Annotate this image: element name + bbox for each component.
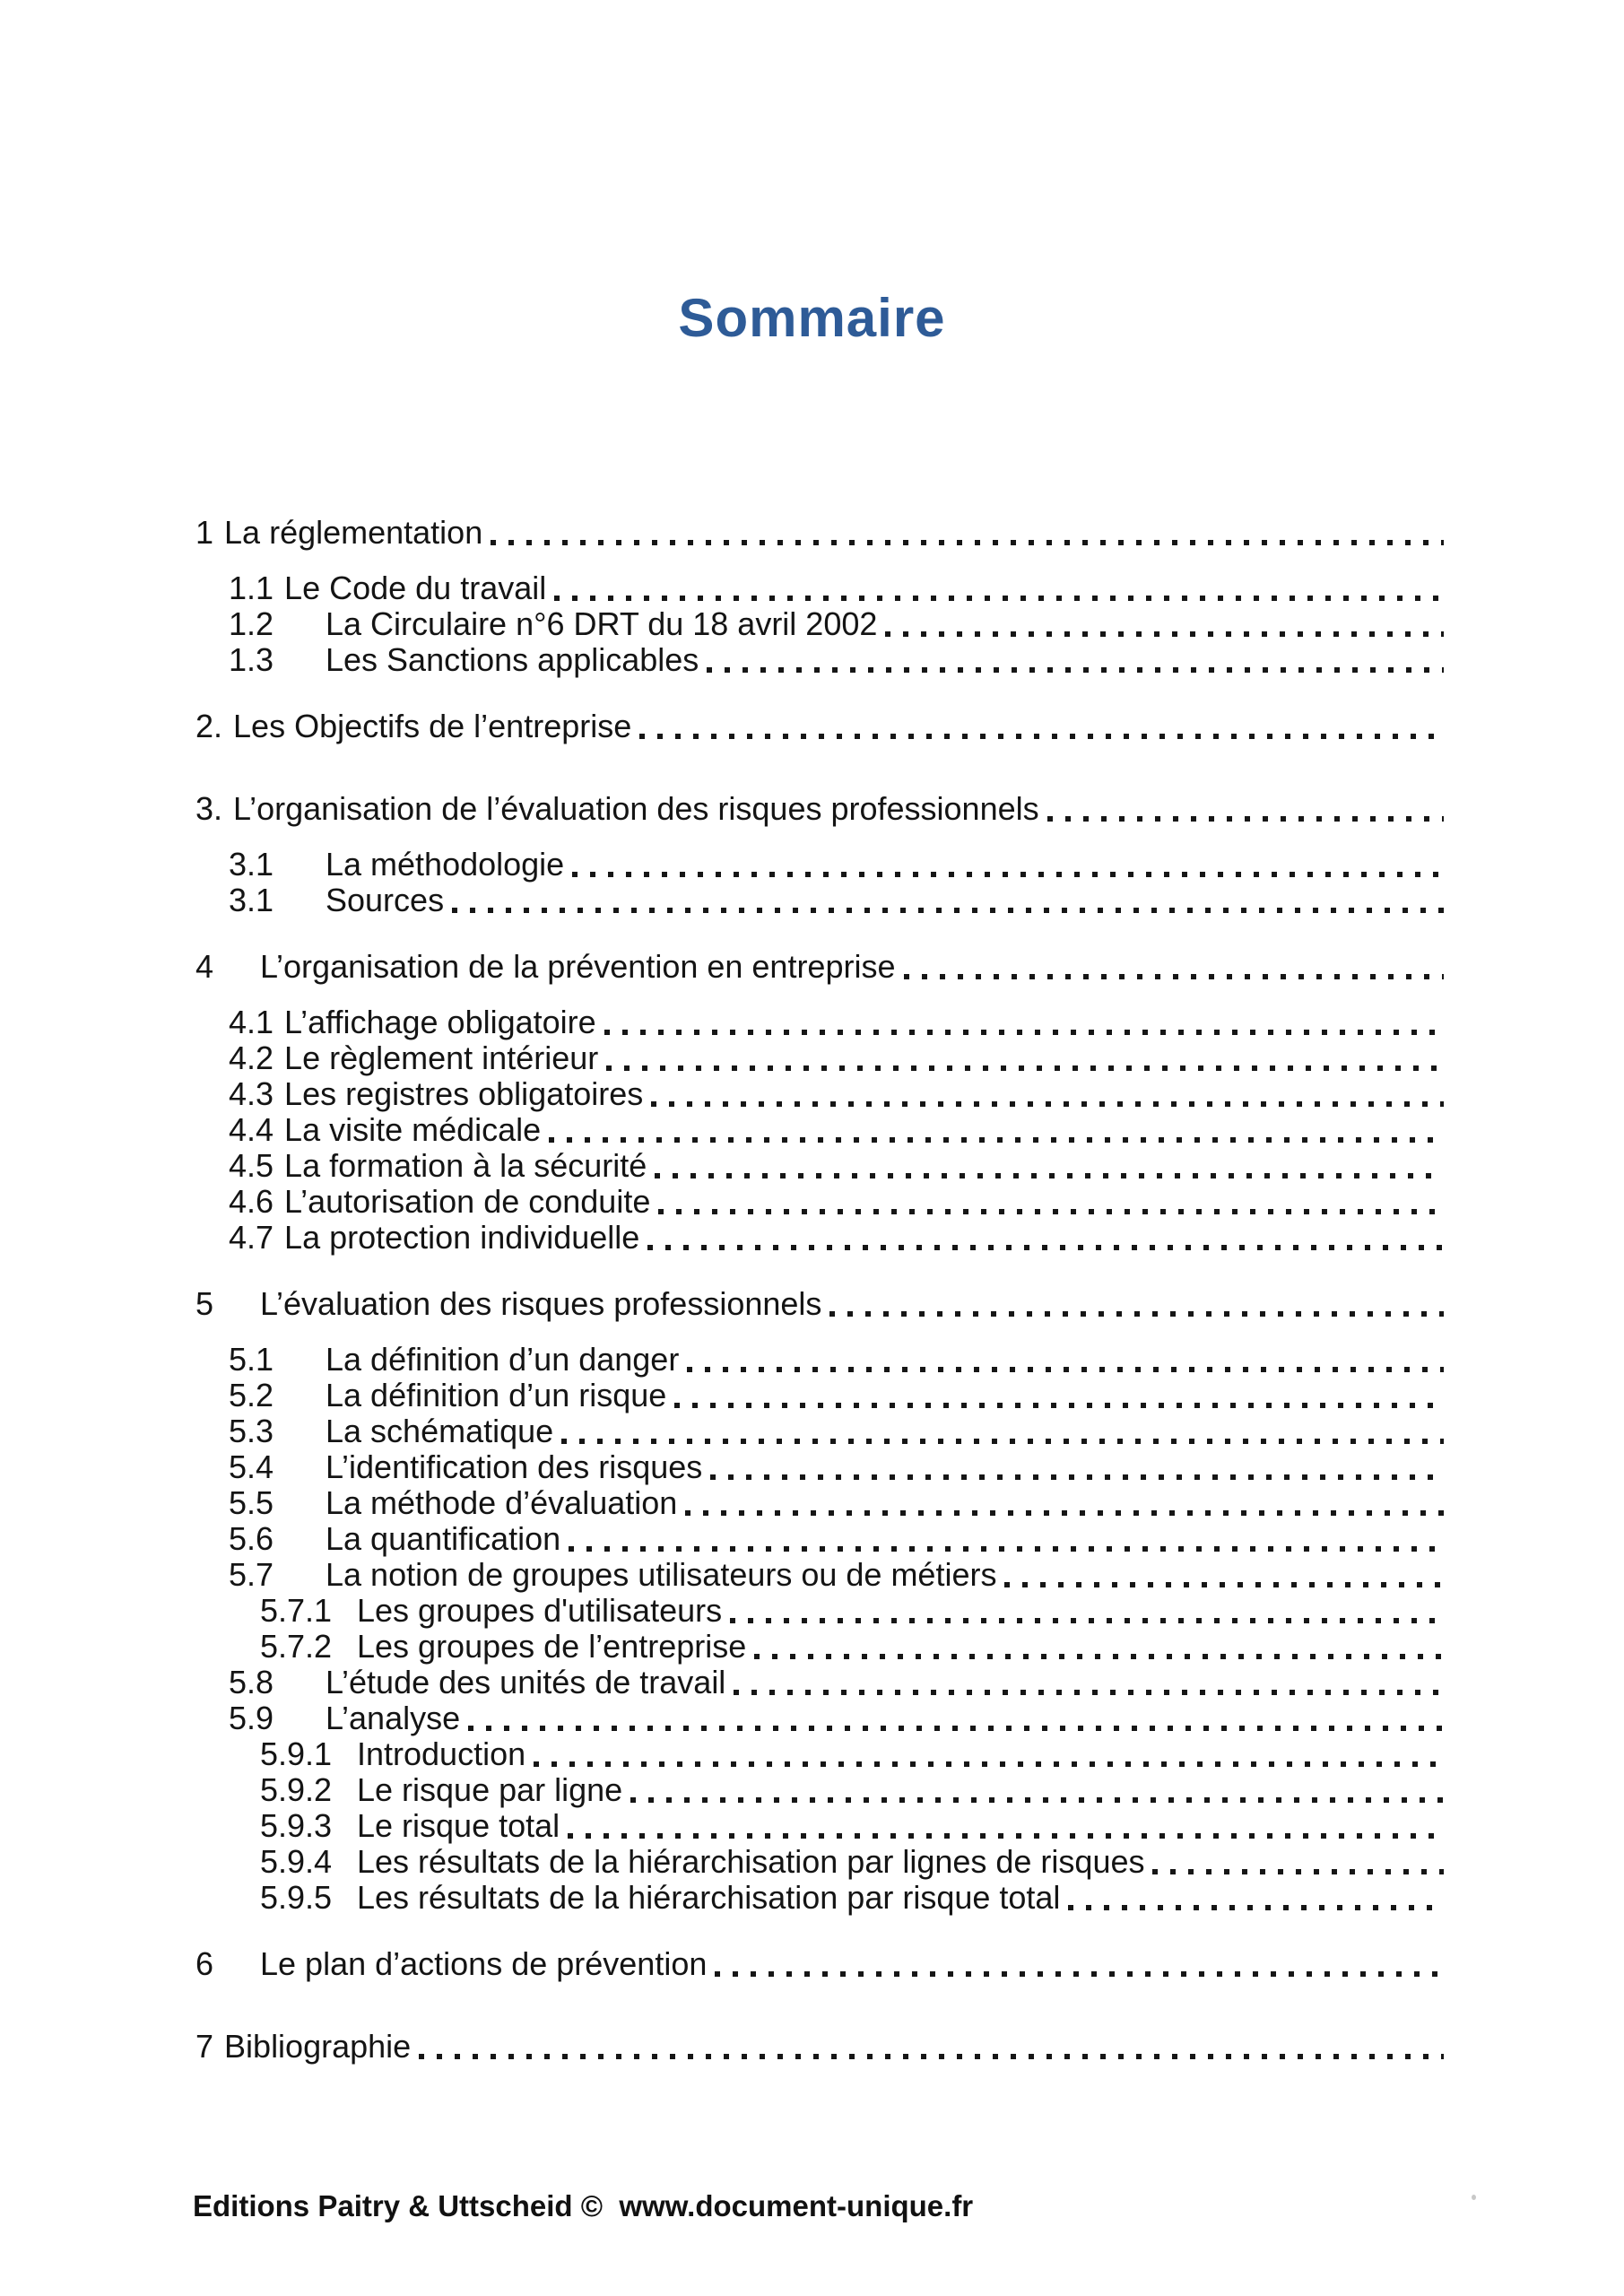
toc-entry-number: 5 bbox=[195, 1285, 214, 1322]
toc-dot-leader bbox=[655, 1173, 1444, 1178]
toc-dot-leader bbox=[468, 1726, 1444, 1731]
toc-entry-label: Le Code du travail bbox=[284, 570, 547, 606]
toc-entry-number: 1.2 bbox=[229, 605, 274, 642]
toc-entry bbox=[260, 1629, 1444, 1665]
toc-entry-label: Introduction bbox=[357, 1735, 526, 1772]
toc-dot-leader bbox=[630, 1797, 1444, 1803]
toc-dot-leader bbox=[710, 1474, 1444, 1480]
toc-entry-label: Bibliographie bbox=[224, 2028, 412, 2065]
toc-dot-leader bbox=[606, 1065, 1444, 1071]
toc-entry bbox=[195, 709, 1444, 744]
toc-entry bbox=[229, 606, 1444, 642]
toc-dot-leader bbox=[715, 1971, 1444, 1977]
toc-entry-number: 5.9 bbox=[229, 1700, 274, 1736]
toc-dot-leader bbox=[639, 734, 1444, 739]
toc-dot-leader bbox=[1047, 816, 1444, 822]
toc-entry-label: La notion de groupes utilisateurs ou de métiers bbox=[326, 1556, 997, 1593]
toc-entry-number: 5.7 bbox=[229, 1556, 274, 1593]
toc-entry-number: 5.6 bbox=[229, 1520, 274, 1557]
toc-dot-leader bbox=[549, 1137, 1444, 1143]
toc-entry-number: 4.4 bbox=[229, 1111, 274, 1148]
toc-entry bbox=[195, 791, 1444, 827]
toc-dot-leader bbox=[730, 1618, 1444, 1623]
toc-entry bbox=[229, 847, 1444, 883]
toc-dot-leader bbox=[651, 1101, 1444, 1107]
toc-dot-leader bbox=[904, 974, 1445, 979]
toc-entry-label: Les groupes de l’entreprise bbox=[357, 1628, 747, 1665]
toc-entry bbox=[229, 642, 1444, 678]
toc-list bbox=[195, 515, 1444, 2065]
toc-entry bbox=[260, 1808, 1444, 1844]
toc-dot-leader bbox=[885, 631, 1444, 637]
toc-entry-label: L’autorisation de conduite bbox=[284, 1183, 651, 1220]
toc-entry bbox=[260, 1736, 1444, 1772]
toc-dot-leader bbox=[674, 1403, 1444, 1408]
toc-entry bbox=[229, 1148, 1444, 1184]
toc-entry-label: La méthodologie bbox=[326, 846, 565, 883]
toc-entry-label: Les groupes d'utilisateurs bbox=[357, 1592, 723, 1629]
toc-entry bbox=[229, 1076, 1444, 1112]
toc-entry bbox=[229, 1521, 1444, 1557]
toc-entry-label: La schématique bbox=[326, 1413, 554, 1449]
toc-dot-leader bbox=[707, 667, 1444, 673]
toc-entry bbox=[229, 1220, 1444, 1256]
toc-entry-label: L’organisation de la prévention en entreprise bbox=[260, 948, 896, 985]
toc-entry bbox=[260, 1880, 1444, 1916]
toc-entry-label: L’analyse bbox=[326, 1700, 461, 1736]
toc-entry-label: L’identification des risques bbox=[326, 1448, 703, 1485]
scan-artifact-dot bbox=[1472, 2195, 1476, 2200]
toc-entry-number: 5.9.2 bbox=[260, 1771, 333, 1808]
toc-entry bbox=[229, 1004, 1444, 1040]
toc-dot-leader bbox=[568, 1833, 1444, 1839]
page-title: Sommaire bbox=[678, 288, 946, 348]
toc-entry bbox=[195, 2029, 1444, 2065]
toc-dot-leader bbox=[1152, 1869, 1444, 1874]
toc-entry-label: La définition d’un danger bbox=[326, 1341, 680, 1378]
toc-entry-number: 4 bbox=[195, 948, 214, 985]
toc-dot-leader bbox=[829, 1311, 1444, 1317]
toc-entry-label: Le plan d’actions de prévention bbox=[260, 1945, 708, 1982]
toc-entry bbox=[260, 1593, 1444, 1629]
toc-entry-label: L’organisation de l’évaluation des risques professionnels bbox=[233, 790, 1039, 827]
toc-entry-label: Les registres obligatoires bbox=[284, 1075, 644, 1112]
toc-entry-number: 4.2 bbox=[229, 1039, 274, 1076]
toc-entry bbox=[195, 949, 1444, 985]
toc-entry-number: 5.9.4 bbox=[260, 1843, 333, 1880]
toc-entry-number: 4.5 bbox=[229, 1147, 274, 1184]
toc-entry-number: 3.1 bbox=[229, 846, 274, 883]
toc-dot-leader bbox=[569, 1546, 1444, 1552]
toc-dot-leader bbox=[534, 1761, 1444, 1767]
toc-entry-number: 5.3 bbox=[229, 1413, 274, 1449]
toc-entry-number: 5.9.3 bbox=[260, 1807, 333, 1844]
toc-entry-label: La méthode d’évaluation bbox=[326, 1484, 678, 1521]
toc-entry-number: 4.3 bbox=[229, 1075, 274, 1112]
toc-entry bbox=[229, 1342, 1444, 1378]
toc-dot-leader bbox=[734, 1690, 1444, 1695]
toc-dot-leader bbox=[452, 908, 1444, 913]
toc-entry bbox=[195, 515, 1444, 551]
toc-entry-number: 3.1 bbox=[229, 882, 274, 918]
toc-entry bbox=[229, 1665, 1444, 1700]
toc-entry-number: 5.9.1 bbox=[260, 1735, 333, 1772]
toc-entry-number: 5.1 bbox=[229, 1341, 274, 1378]
toc-entry bbox=[195, 1946, 1444, 1982]
toc-entry bbox=[229, 570, 1444, 606]
toc-entry-label: L’étude des unités de travail bbox=[326, 1664, 726, 1700]
toc-entry bbox=[229, 1557, 1444, 1593]
toc-dot-leader bbox=[687, 1367, 1444, 1372]
toc-entry-label: La quantification bbox=[326, 1520, 561, 1557]
toc-entry-number: 7 bbox=[195, 2028, 214, 2065]
toc-entry-number: 4.7 bbox=[229, 1219, 274, 1256]
toc-dot-leader bbox=[1068, 1905, 1444, 1910]
toc-entry-label: La protection individuelle bbox=[284, 1219, 640, 1256]
toc-entry-number: 5.9.5 bbox=[260, 1879, 333, 1916]
toc-entry bbox=[229, 1485, 1444, 1521]
toc-entry bbox=[229, 1112, 1444, 1148]
toc-entry-number: 1.3 bbox=[229, 641, 274, 678]
page-footer: Editions Paitry & Uttscheid © www.document-unique.fr bbox=[193, 2189, 974, 2222]
toc-entry-number: 5.7.2 bbox=[260, 1628, 333, 1665]
toc-entry bbox=[195, 1286, 1444, 1322]
toc-entry-label: La réglementation bbox=[224, 514, 483, 551]
toc-dot-leader bbox=[491, 540, 1444, 545]
toc-dot-leader bbox=[572, 872, 1444, 877]
toc-entry-label: Les résultats de la hiérarchisation par lignes de risques bbox=[357, 1843, 1145, 1880]
toc-entry bbox=[229, 883, 1444, 918]
toc-entry bbox=[229, 1378, 1444, 1413]
toc-dot-leader bbox=[754, 1654, 1444, 1659]
toc-entry bbox=[229, 1184, 1444, 1220]
toc-entry-label: Le règlement intérieur bbox=[284, 1039, 599, 1076]
toc-dot-leader bbox=[554, 596, 1444, 601]
toc-entry bbox=[229, 1413, 1444, 1449]
toc-entry-number: 5.4 bbox=[229, 1448, 274, 1485]
toc-entry-label: Le risque total bbox=[357, 1807, 560, 1844]
toc-entry bbox=[229, 1700, 1444, 1736]
toc-entry-number: 4.1 bbox=[229, 1004, 274, 1040]
toc-entry-label: Le risque par ligne bbox=[357, 1771, 623, 1808]
toc-entry-label: L’évaluation des risques professionnels bbox=[260, 1285, 822, 1322]
toc-entry-label: Les Sanctions applicables bbox=[326, 641, 699, 678]
toc-dot-leader bbox=[604, 1030, 1444, 1035]
toc-entry-label: Sources bbox=[326, 882, 445, 918]
toc-dot-leader bbox=[647, 1245, 1444, 1250]
toc-entry bbox=[260, 1772, 1444, 1808]
toc-entry-label: La définition d’un risque bbox=[326, 1377, 667, 1413]
toc-entry-number: 1.1 bbox=[229, 570, 274, 606]
toc-dot-leader bbox=[658, 1209, 1444, 1214]
toc-dot-leader bbox=[561, 1439, 1444, 1444]
toc-entry bbox=[260, 1844, 1444, 1880]
toc-entry bbox=[229, 1449, 1444, 1485]
toc-entry-number: 4.6 bbox=[229, 1183, 274, 1220]
toc-entry-label: La Circulaire n°6 DRT du 18 avril 2002 bbox=[326, 605, 878, 642]
toc-entry-number: 1 bbox=[195, 514, 214, 551]
toc-dot-leader bbox=[1004, 1582, 1444, 1587]
toc-entry-number: 3. bbox=[195, 790, 223, 827]
toc-entry-number: 5.8 bbox=[229, 1664, 274, 1700]
toc-entry-number: 5.2 bbox=[229, 1377, 274, 1413]
toc-dot-leader bbox=[685, 1510, 1444, 1516]
toc-entry-label: Les résultats de la hiérarchisation par risque total bbox=[357, 1879, 1061, 1916]
toc-entry-number: 2. bbox=[195, 708, 223, 744]
toc-dot-leader bbox=[419, 2054, 1444, 2059]
toc-entry-label: L’affichage obligatoire bbox=[284, 1004, 596, 1040]
toc-entry bbox=[229, 1040, 1444, 1076]
toc-entry-number: 5.7.1 bbox=[260, 1592, 333, 1629]
toc-entry-number: 5.5 bbox=[229, 1484, 274, 1521]
toc-entry-label: La formation à la sécurité bbox=[284, 1147, 647, 1184]
toc-entry-label: La visite médicale bbox=[284, 1111, 542, 1148]
toc-entry-label: Les Objectifs de l’entreprise bbox=[233, 708, 632, 744]
toc-entry-number: 6 bbox=[195, 1945, 214, 1982]
